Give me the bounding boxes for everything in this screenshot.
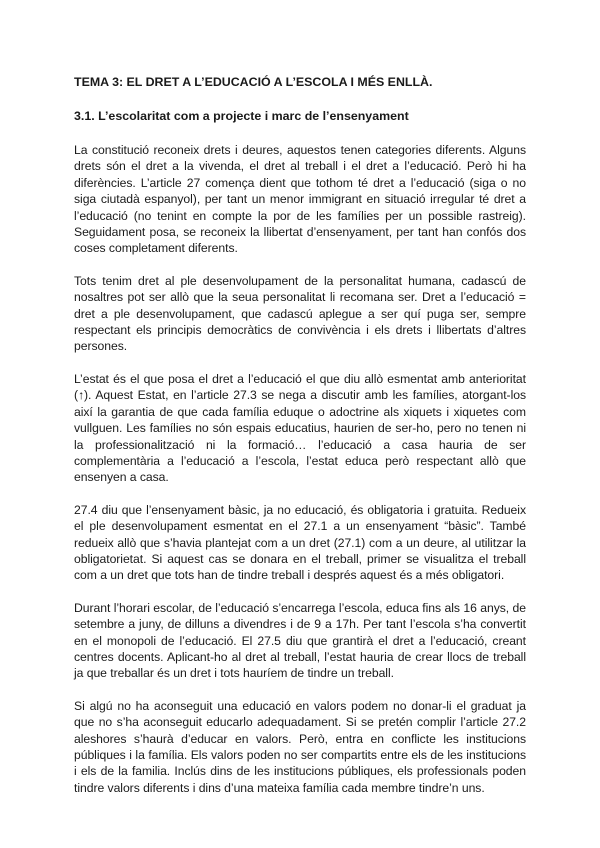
paragraph-1: La constitució reconeix drets i deures, aquestos tenen categories diferents. Alguns drets són el dret a la vivenda, el dret al treball i el dret a l’educació. Però hi ha diferències. L’article 27 comença dient que tothom té dret a l’educació (siga o no siga ciutadà espanyol), per tant un menor immigrant en situació irregular té dret a l’educació (no tenint en compte la por de les famílies per un possible rastreig). Seguidament posa, se reconeix la llibertat d’ensenyament, per tant han confós dos coses completament diferents.	[74, 143, 526, 256]
paragraph-5: Durant l’horari escolar, de l’educació s’encarrega l’escola, educa fins als 16 anys, de setembre a juny, de dilluns a divendres i de 9 a 17h. Per tant l’escola s’ha convertit en el monopoli de l’educació. El 27.5 diu que grantirà el dret a l’educació, creant centres docents. Aplicant-ho al dret al treball, l’estat hauria de crear llocs de treball ja que treballar és un dret i tots hauríem de tindre un treball.	[74, 600, 526, 681]
document-title: TEMA 3: EL DRET A L’EDUCACIÓ A L’ESCOLA I MÉS ENLLÀ.	[74, 75, 433, 89]
paragraph-2: Tots tenim dret al ple desenvolupament de la personalitat humana, cadascú de nosaltres pot ser allò que la seua personalitat li recomana ser. Dret a l’educació = dret a ple desenvolupament, que cadascú aplegue a ser quí puga ser, sempre respectant els principis democràtics de convivència i els drets i llibertats d’altres persones.	[74, 273, 526, 354]
section-heading: 3.1. L’escolaritat com a projecte i marc de l’ensenyament	[74, 109, 409, 123]
paragraph-3: L’estat és el que posa el dret a l’educació el que diu allò esmentat amb anterioritat (↑). Aquest Estat, en l’article 27.3 se nega a discutir amb les famílies, atorgant-los així la garantia de que cada família eduque o adoctrine als xiquets i xiquetes com vullguen. Les famílies no són espais educatius, haurien de ser-ho, pero no tenen ni la professionalització ni la formació… l’educació a casa hauria de ser complementària a l’educació a l’escola, l’estat educa però respectant allò que ensenyen a casa.	[74, 371, 526, 485]
paragraph-4: 27.4 diu que l’ensenyament bàsic, ja no educació, és obligatoria i gratuita. Redueix el ple desenvolupament esmentat en el 27.1 a un ensenyament “bàsic”. També redueix allò que s’havia plantejat com a un dret (27.1) com a un deure, al utilitzar la obligatorietat. Si aquest cas se donara en el treball, primer se visualitza el treball com a un dret que tots han de tindre treball i després aquest és a més obligatori.	[74, 502, 526, 583]
paragraph-6: Si algú no ha aconseguit una educació en valors podem no donar-li el graduat ja que no s’ha aconseguit educarlo adequadament. Si se pretén complir l’article 27.2 aleshores s’haurà d’educar en valors. Però, entra en conflicte les institucions públiques i la família. Els valors poden no ser compartits entre els de les institucions i els de la familia. Inclús dins de les institucions públiques, els professionals poden tindre valors diferents i dins d’una mateixa família cada membre tindre’n uns.	[74, 698, 526, 795]
